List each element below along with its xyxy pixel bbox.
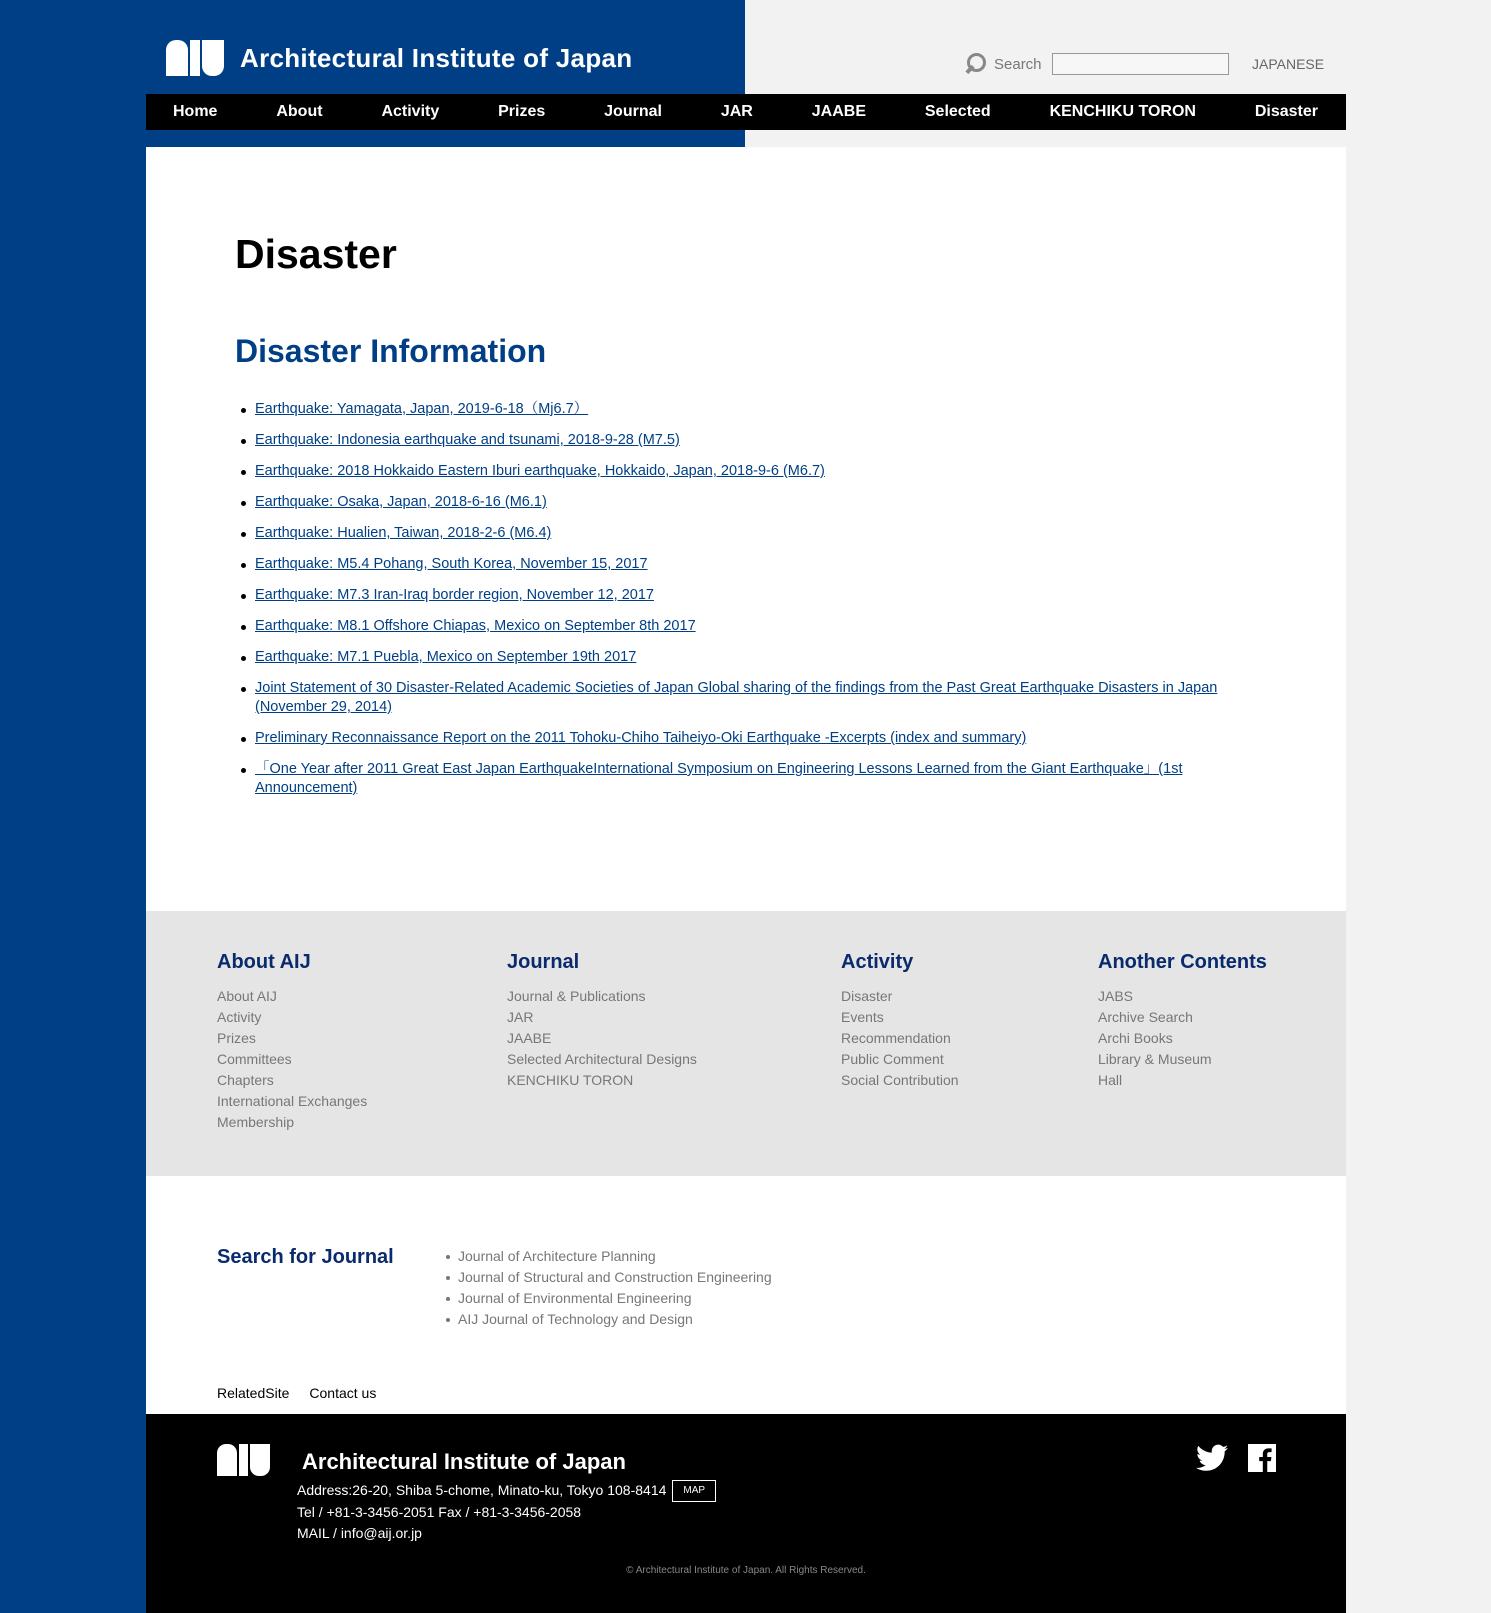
journal-list: [445, 1246, 772, 1330]
footer-link[interactable]: Hall: [1098, 1072, 1123, 1088]
section-title: Disaster Information: [235, 333, 547, 369]
main-nav: [146, 94, 1346, 130]
mail-line: MAIL / info@aij.or.jp: [297, 1525, 422, 1542]
list-item: [235, 400, 1245, 419]
footer-col-journal: [507, 951, 697, 1091]
disaster-link[interactable]: Earthquake: M8.1 Offshore Chiapas, Mexico on September 8th 2017: [255, 618, 696, 634]
footer-site-title: Architectural Institute of Japan: [302, 1449, 626, 1474]
site-footer: [146, 1414, 1346, 1613]
list-item: [235, 431, 1245, 450]
aij-logo: [217, 1444, 270, 1476]
disaster-link[interactable]: Earthquake: 2018 Hokkaido Eastern Iburi earthquake, Hokkaido, Japan, 2018-9-6 (M6.7): [255, 463, 825, 479]
footer-link[interactable]: JABS: [1098, 988, 1134, 1004]
nav-home[interactable]: Home: [173, 103, 218, 120]
footer-link[interactable]: Social Contribution: [841, 1072, 959, 1088]
nav-activity[interactable]: Activity: [381, 103, 440, 120]
tel-fax-line: Tel / +81-3-3456-2051 Fax / +81-3-3456-2058: [297, 1504, 582, 1521]
nav-jar[interactable]: JAR: [720, 103, 753, 120]
footer-col-about: [217, 951, 367, 1133]
footer-col-another-contents: [1098, 951, 1267, 1091]
footer-col-title: Journal: [507, 951, 580, 973]
footer-link[interactable]: JAR: [507, 1009, 534, 1025]
journal-search-title: Search for Journal: [217, 1246, 394, 1268]
nav-prizes[interactable]: Prizes: [498, 103, 546, 120]
journal-search-section: [146, 1176, 1346, 1414]
disaster-link[interactable]: Earthquake: M7.1 Puebla, Mexico on September 19th 2017: [255, 649, 637, 665]
nav-about[interactable]: About: [276, 103, 323, 120]
footer-link[interactable]: Archive Search: [1098, 1009, 1193, 1025]
nav-journal[interactable]: Journal: [604, 103, 662, 120]
disaster-link[interactable]: Earthquake: Indonesia earthquake and tsunami, 2018-9-28 (M7.5): [255, 432, 680, 448]
list-item: [235, 729, 1245, 748]
footer-col-title: Another Contents: [1098, 951, 1267, 973]
list-item: [235, 617, 1245, 636]
list-item: [445, 1288, 772, 1309]
list-item: [235, 760, 1245, 798]
footer-contact-info: [297, 1480, 716, 1544]
footer-link[interactable]: Membership: [217, 1114, 295, 1130]
footer-nav: [146, 911, 1346, 1176]
nav-selected[interactable]: Selected: [924, 103, 991, 120]
list-item: [445, 1246, 772, 1267]
footer-link[interactable]: KENCHIKU TORON: [507, 1072, 634, 1088]
disaster-link[interactable]: Joint Statement of 30 Disaster-Related Academic Societies of Japan Global sharing of the findings from the Past Great Earthquake Disasters in Japan (November 29, 2014): [255, 680, 1218, 715]
disaster-link[interactable]: Earthquake: Hualien, Taiwan, 2018-2-6 (M6.4): [255, 525, 552, 541]
aij-logo: [166, 40, 224, 76]
related-site-link[interactable]: RelatedSite: [217, 1385, 290, 1401]
footer-link[interactable]: Recommendation: [841, 1030, 951, 1046]
footer-link[interactable]: About AIJ: [217, 988, 277, 1004]
journal-link[interactable]: Journal of Architecture Planning: [458, 1248, 656, 1264]
footer-link[interactable]: Committees: [217, 1051, 292, 1067]
journal-link[interactable]: Journal of Environmental Engineering: [458, 1290, 692, 1306]
main-content: [146, 147, 1346, 911]
nav-jaabe[interactable]: JAABE: [811, 103, 866, 120]
footer-link[interactable]: Journal & Publications: [507, 988, 646, 1004]
footer-link[interactable]: Chapters: [217, 1072, 274, 1088]
list-item: [235, 493, 1245, 512]
footer-col-activity: [841, 951, 959, 1091]
list-item: [445, 1309, 772, 1330]
facebook-icon[interactable]: [1248, 1444, 1276, 1477]
list-item: [235, 555, 1245, 574]
search-bar: [966, 53, 1229, 75]
nav-disaster[interactable]: Disaster: [1254, 103, 1318, 120]
copyright: © Architectural Institute of Japan. All Rights Reserved.: [626, 1565, 866, 1576]
disaster-link[interactable]: Preliminary Reconnaissance Report on the 2011 Tohoku-Chiho Taiheiyo-Oki Earthquake -Excerpts (index and summary): [255, 730, 1027, 746]
list-item: [235, 524, 1245, 543]
footer-link[interactable]: Activity: [217, 1009, 262, 1025]
address-text: Address:26-20, Shiba 5-chome, Minato-ku, Tokyo 108-8414: [297, 1482, 667, 1498]
nav-kenchiku-toron[interactable]: KENCHIKU TORON: [1049, 103, 1196, 120]
journal-link[interactable]: AIJ Journal of Technology and Design: [458, 1311, 693, 1327]
footer-link[interactable]: Events: [841, 1009, 884, 1025]
search-input[interactable]: [1052, 53, 1229, 75]
list-item: [235, 462, 1245, 481]
list-item: [235, 648, 1245, 667]
disaster-link[interactable]: Earthquake: M7.3 Iran-Iraq border region, November 12, 2017: [255, 587, 654, 603]
footer-link[interactable]: Selected Architectural Designs: [507, 1051, 697, 1067]
map-button[interactable]: MAP: [672, 1480, 716, 1502]
disaster-link[interactable]: Earthquake: M5.4 Pohang, South Korea, November 15, 2017: [255, 556, 648, 572]
journal-link[interactable]: Journal of Structural and Construction Engineering: [458, 1269, 772, 1285]
footer-col-title: Activity: [841, 951, 914, 973]
footer-link[interactable]: Disaster: [841, 988, 893, 1004]
disaster-link[interactable]: Earthquake: Osaka, Japan, 2018-6-16 (M6.1): [255, 494, 547, 510]
search-icon[interactable]: [966, 53, 986, 75]
page-title: Disaster: [235, 231, 397, 277]
japanese-language-link[interactable]: JAPANESE: [1252, 56, 1325, 72]
footer-link[interactable]: International Exchanges: [217, 1093, 368, 1109]
list-item: [235, 679, 1245, 717]
footer-link[interactable]: Prizes: [217, 1030, 256, 1046]
list-item: [445, 1267, 772, 1288]
disaster-link[interactable]: 「One Year after 2011 Great East Japan EarthquakeInternational Symposium on Engineering Lessons Learned from the Giant Earthquake」(1st Announcement): [255, 761, 1183, 796]
contact-us-link[interactable]: Contact us: [309, 1385, 377, 1401]
disaster-link[interactable]: Earthquake: Yamagata, Japan, 2019-6-18（Mj6.7）: [255, 401, 589, 417]
search-label: Search: [994, 55, 1042, 73]
footer-link[interactable]: Archi Books: [1098, 1030, 1173, 1046]
disaster-info-list: [235, 400, 1245, 810]
social-links: [1196, 1444, 1276, 1477]
site-title: Architectural Institute of Japan: [240, 42, 633, 73]
footer-link[interactable]: Library & Museum: [1098, 1051, 1212, 1067]
twitter-icon[interactable]: [1196, 1444, 1228, 1477]
bottom-links: [217, 1385, 376, 1401]
footer-link[interactable]: Public Comment: [841, 1051, 944, 1067]
list-item: [235, 586, 1245, 605]
address-line: [297, 1480, 716, 1502]
footer-col-title: About AIJ: [217, 951, 311, 973]
footer-link[interactable]: JAABE: [507, 1030, 552, 1046]
site-logo-link[interactable]: [166, 40, 632, 76]
left-blue-band: [0, 0, 146, 1613]
